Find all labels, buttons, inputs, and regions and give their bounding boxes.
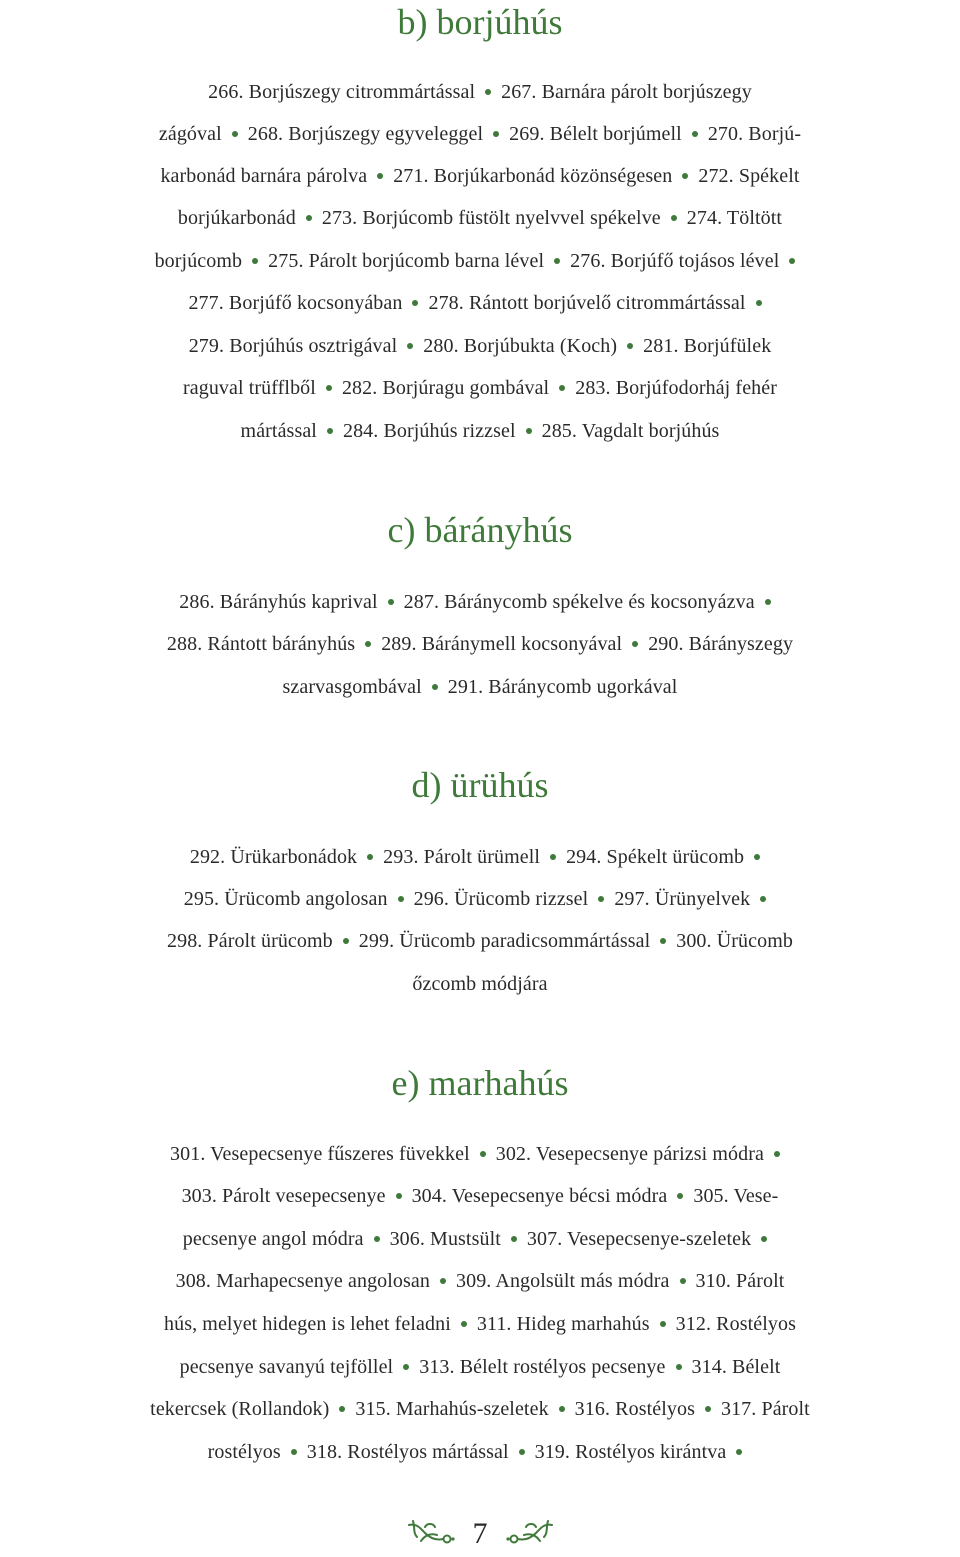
recipe-entry: 293. Párolt ürümell	[383, 846, 541, 868]
bullet-separator	[365, 641, 371, 647]
recipe-entry: 297. Ürünyelvek	[614, 888, 751, 910]
bullet-separator	[291, 1449, 297, 1455]
text-line	[0, 243, 960, 279]
recipe-entry: 305. Vese-	[693, 1185, 779, 1207]
recipe-entry: 266. Borjúszegy citrommártással	[208, 81, 476, 103]
bullet-separator	[461, 1321, 467, 1327]
bullet-separator	[680, 1278, 686, 1284]
recipe-entry: 302. Vesepecsenye párizsi módra	[495, 1143, 764, 1165]
page-footer	[0, 1512, 960, 1556]
text-line	[0, 881, 960, 917]
text-line	[0, 669, 960, 705]
section-title-borjuhus: b) borjúhús	[397, 2, 563, 42]
text-line	[0, 200, 960, 236]
recipe-entry: 285. Vagdalt borjúhús	[541, 420, 720, 442]
bullet-separator	[326, 385, 332, 391]
recipe-entry: borjúcomb	[154, 250, 243, 272]
recipe-entry: 288. Rántott bárányhús	[166, 633, 356, 655]
recipe-entry: 279. Borjúhús osztrigával	[188, 335, 398, 357]
bullet-separator	[377, 173, 383, 179]
recipe-entry: 269. Bélelt borjúmell	[509, 123, 682, 145]
text-line	[0, 413, 960, 449]
text-line	[0, 370, 960, 406]
bullet-separator	[407, 343, 413, 349]
recipe-entry: 306. Mustsült	[389, 1228, 501, 1250]
text-line	[0, 328, 960, 364]
section-title-uruhus: d) ürühús	[411, 765, 549, 805]
recipe-entry: 303. Párolt vesepecsenye	[181, 1185, 386, 1207]
bullet-separator	[676, 1364, 682, 1370]
bullet-separator	[232, 131, 238, 137]
bullet-separator	[511, 1236, 517, 1242]
recipe-entry: hús, melyet hidegen is lehet feladni	[164, 1313, 451, 1335]
recipe-entry: tekercsek (Rollandok)	[150, 1398, 330, 1420]
recipe-entry: 316. Rostélyos	[574, 1398, 695, 1420]
recipe-entry: 296. Ürücomb rizzsel	[413, 888, 589, 910]
recipe-entry: 307. Vesepecsenye-szeletek	[526, 1228, 752, 1250]
bullet-separator	[485, 89, 491, 95]
text-line	[0, 1391, 960, 1427]
floral-ornament-left-icon	[407, 1519, 455, 1549]
bullet-separator	[432, 684, 438, 690]
recipe-entry: 275. Párolt borjúcomb barna lével	[268, 250, 545, 272]
text-line	[0, 1136, 960, 1172]
recipe-entry: 309. Angolsült más módra	[456, 1270, 670, 1292]
bullet-separator	[306, 215, 312, 221]
recipe-entry: 280. Borjúbukta (Koch)	[423, 335, 618, 357]
recipe-entry: 277. Borjúfő kocsonyában	[188, 292, 403, 314]
bullet-separator	[632, 641, 638, 647]
recipe-entry: 301. Vesepecsenye fűszeres füvekkel	[170, 1143, 470, 1165]
recipe-entry: pecsenye savanyú tejföllel	[179, 1356, 394, 1378]
bullet-separator	[440, 1278, 446, 1284]
recipe-entry: 295. Ürücomb angolosan	[183, 888, 388, 910]
recipe-entry: 278. Rántott borjúvelő citrommártással	[428, 292, 746, 314]
bullet-separator	[398, 896, 404, 902]
recipe-entry: 313. Bélelt rostélyos pecsenye	[419, 1356, 666, 1378]
text-line	[0, 923, 960, 959]
bullet-separator	[554, 258, 560, 264]
recipe-entry: 284. Borjúhús rizzsel	[342, 420, 516, 442]
recipe-entry: 267. Barnára párolt borjúszegy	[501, 81, 752, 103]
recipe-entry: 310. Párolt	[695, 1270, 785, 1292]
bullet-separator	[559, 385, 565, 391]
bullet-separator	[736, 1449, 742, 1455]
bullet-separator	[789, 258, 795, 264]
recipe-entry: 276. Borjúfő tojásos lével	[570, 250, 780, 272]
recipe-entry: 292. Ürükarbonádok	[189, 846, 358, 868]
recipe-entry: 290. Bárányszegy	[648, 633, 794, 655]
bullet-separator	[660, 1321, 666, 1327]
recipe-entry: 314. Bélelt	[691, 1356, 781, 1378]
bullet-separator	[559, 1406, 565, 1412]
text-line	[0, 158, 960, 194]
text-line	[0, 626, 960, 662]
recipe-entry: 317. Párolt	[720, 1398, 810, 1420]
text-line	[0, 1306, 960, 1342]
recipe-entry: 319. Rostélyos kirántva	[534, 1441, 727, 1463]
recipe-entry: 270. Borjú-	[707, 123, 802, 145]
text-line	[0, 285, 960, 321]
recipe-entry: pecsenye angol módra	[182, 1228, 364, 1250]
bullet-separator	[339, 1406, 345, 1412]
bullet-separator	[660, 938, 666, 944]
recipe-entry: szarvasgombával	[282, 676, 422, 698]
recipe-entry: mártással	[240, 420, 317, 442]
page-number: 7	[472, 1517, 488, 1550]
recipe-entry: 268. Borjúszegy egyveleggel	[247, 123, 484, 145]
text-line	[0, 839, 960, 875]
text-line	[0, 584, 960, 620]
recipe-entry: 274. Töltött	[686, 207, 783, 229]
text-line	[0, 1349, 960, 1385]
bullet-separator	[526, 428, 532, 434]
text-line	[0, 1263, 960, 1299]
bullet-separator	[396, 1193, 402, 1199]
bullet-separator	[677, 1193, 683, 1199]
floral-ornament-right-icon	[506, 1519, 554, 1549]
recipe-entry: 298. Párolt ürücomb	[167, 930, 333, 952]
recipe-entry: rostélyos	[207, 1441, 281, 1463]
recipe-entry: 311. Hideg marhahús	[476, 1313, 650, 1335]
text-line	[0, 116, 960, 152]
recipe-entry: 312. Rostélyos	[675, 1313, 796, 1335]
bullet-separator	[765, 599, 771, 605]
bullet-separator	[493, 131, 499, 137]
section-title-marhahus: e) marhahús	[391, 1063, 569, 1103]
bullet-separator	[550, 854, 556, 860]
bullet-separator	[627, 343, 633, 349]
recipe-entry: 294. Spékelt ürücomb	[566, 846, 745, 868]
bullet-separator	[412, 300, 418, 306]
bullet-separator	[756, 300, 762, 306]
bullet-separator	[252, 258, 258, 264]
bullet-separator	[327, 428, 333, 434]
bullet-separator	[519, 1449, 525, 1455]
bullet-separator	[682, 173, 688, 179]
recipe-entry: 315. Marhahús-szeletek	[355, 1398, 549, 1420]
bullet-separator	[671, 215, 677, 221]
text-line	[0, 1221, 960, 1257]
section-title-baranyhus: c) bárányhús	[387, 510, 573, 550]
bullet-separator	[705, 1406, 711, 1412]
bullet-separator	[760, 896, 766, 902]
recipe-entry: 304. Vesepecsenye bécsi módra	[411, 1185, 668, 1207]
bullet-separator	[692, 131, 698, 137]
text-line	[0, 1178, 960, 1214]
bullet-separator	[761, 1236, 767, 1242]
recipe-entry: őzcomb módjára	[412, 973, 548, 995]
recipe-entry: 287. Báránycomb spékelve és kocsonyázva	[403, 591, 755, 613]
recipe-entry: 300. Ürücomb	[676, 930, 793, 952]
recipe-entry: 299. Ürücomb paradicsommártással	[358, 930, 651, 952]
recipe-entry: 289. Báránymell kocsonyával	[381, 633, 623, 655]
recipe-entry: karbonád barnára párolva	[160, 165, 368, 187]
bullet-separator	[480, 1151, 486, 1157]
recipe-entry: 308. Marhapecsenye angolosan	[175, 1270, 430, 1292]
recipe-entry: borjúkarbonád	[177, 207, 296, 229]
bullet-separator	[343, 938, 349, 944]
recipe-entry: zágóval	[158, 123, 222, 145]
text-line	[0, 74, 960, 110]
bullet-separator	[374, 1236, 380, 1242]
recipe-entry: 282. Borjúragu gombával	[341, 377, 550, 399]
recipe-entry: 283. Borjúfodorháj fehér	[575, 377, 778, 399]
recipe-entry: 318. Rostélyos mártással	[306, 1441, 509, 1463]
recipe-entry: raguval trüfflből	[182, 377, 316, 399]
recipe-entry: 281. Borjúfülek	[643, 335, 772, 357]
bullet-separator	[754, 854, 760, 860]
text-line	[0, 966, 960, 1002]
bullet-separator	[367, 854, 373, 860]
bullet-separator	[598, 896, 604, 902]
bullet-separator	[403, 1364, 409, 1370]
text-line	[0, 1434, 960, 1470]
recipe-entry: 291. Báránycomb ugorkával	[447, 676, 678, 698]
recipe-entry: 272. Spékelt	[698, 165, 800, 187]
recipe-entry: 273. Borjúcomb füstölt nyelvvel spékelve	[321, 207, 661, 229]
recipe-entry: 286. Bárányhús kaprival	[179, 591, 378, 613]
recipe-entry: 271. Borjúkarbonád közönségesen	[393, 165, 673, 187]
bullet-separator	[388, 599, 394, 605]
bullet-separator	[774, 1151, 780, 1157]
